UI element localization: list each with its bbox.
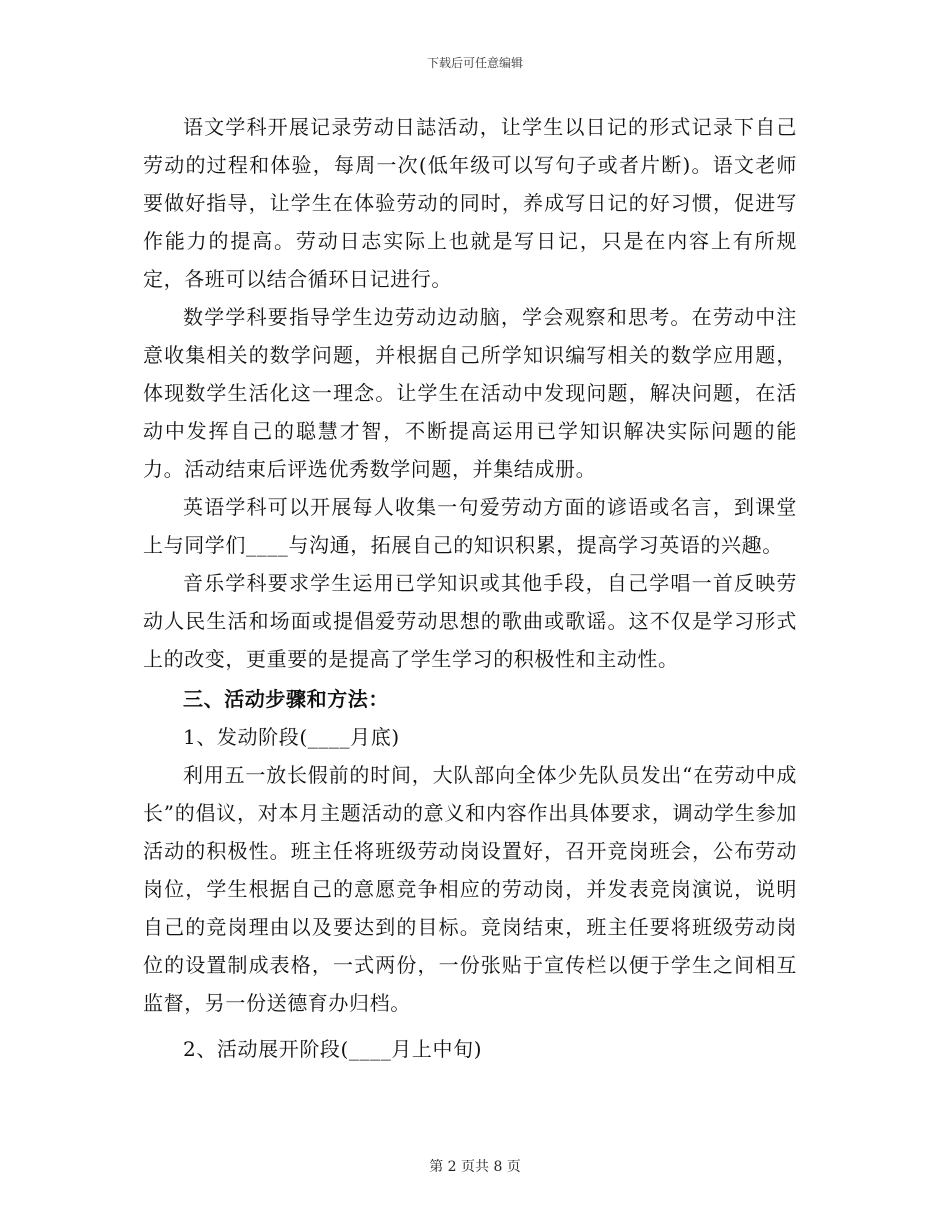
page-footer: 第 2 页共 8 页 bbox=[429, 1159, 521, 1175]
paragraph-step1: 利用五一放长假前的时间，大队部向全体少先队员发出“在劳动中成长”的倡议，对本月主题活动的意义和内容作出具体要求，调动学生参加活动的积极性。班主任将班级劳动岗设置好，召开竞岗班会，公布劳动岗位，学生根据自己的意愿竞争相应的劳动岗，并发表竞岗演说，说明自己的竞岗理由以及要达到的目标。竞岗结束，班主任要将班级劳动岗位的设置制成表格，一式两份，一份张贴于宣传栏以便于学生之间相互监督，另一份送德育办归档。 bbox=[143, 763, 797, 1015]
page-header: 下载后可任意编辑 bbox=[426, 56, 523, 70]
paragraph-math-subject: 数学学科要指导学生边劳动边动脑，学会观察和思考。在劳动中注意收集相关的数学问题，并根据自己所学知识编写相关的数学应用题，体现数学生活化这一理念。让学生在活动中发现问题，解决问题，在活动中发挥自己的聪慧才智，不断提高运用已学知识解决实际问题的能力。活动结束后评选优秀数学问题，并集结成册。 bbox=[143, 305, 797, 481]
paragraph-english-subject: 英语学科可以开展每人收集一句爱劳动方面的谚语或名言，到课堂上与同学们____与沟通，拓展自己的知识积累，提高学习英语的兴趣。 bbox=[143, 495, 797, 557]
paragraph-chinese-subject: 语文学科开展记录劳动日誌活动，让学生以日记的形式记录下自己劳动的过程和体验，每周一次(低年级可以写句子或者片断)。语文老师要做好指导，让学生在体验劳动的同时，养成写日记的好习惯，促进写作能力的提高。劳动日志实际上也就是写日记，只是在内容上有所规定，各班可以结合循环日记进行。 bbox=[143, 115, 797, 291]
paragraph-music-subject: 音乐学科要求学生运用已学知识或其他手段，自己学唱一首反映劳动人民生活和场面或提倡爱劳动思想的歌曲或歌谣。这不仅是学习形式上的改变，更重要的是提高了学生学习的积极性和主动性。 bbox=[143, 571, 797, 671]
document-body bbox=[143, 108, 797, 1068]
section-heading-steps: 三、活动步骤和方法： bbox=[183, 687, 389, 711]
step2-heading: 2、活动展开阶段(____月上中旬) bbox=[183, 1037, 483, 1061]
step1-heading: 1、发动阶段(____月底) bbox=[183, 725, 400, 749]
